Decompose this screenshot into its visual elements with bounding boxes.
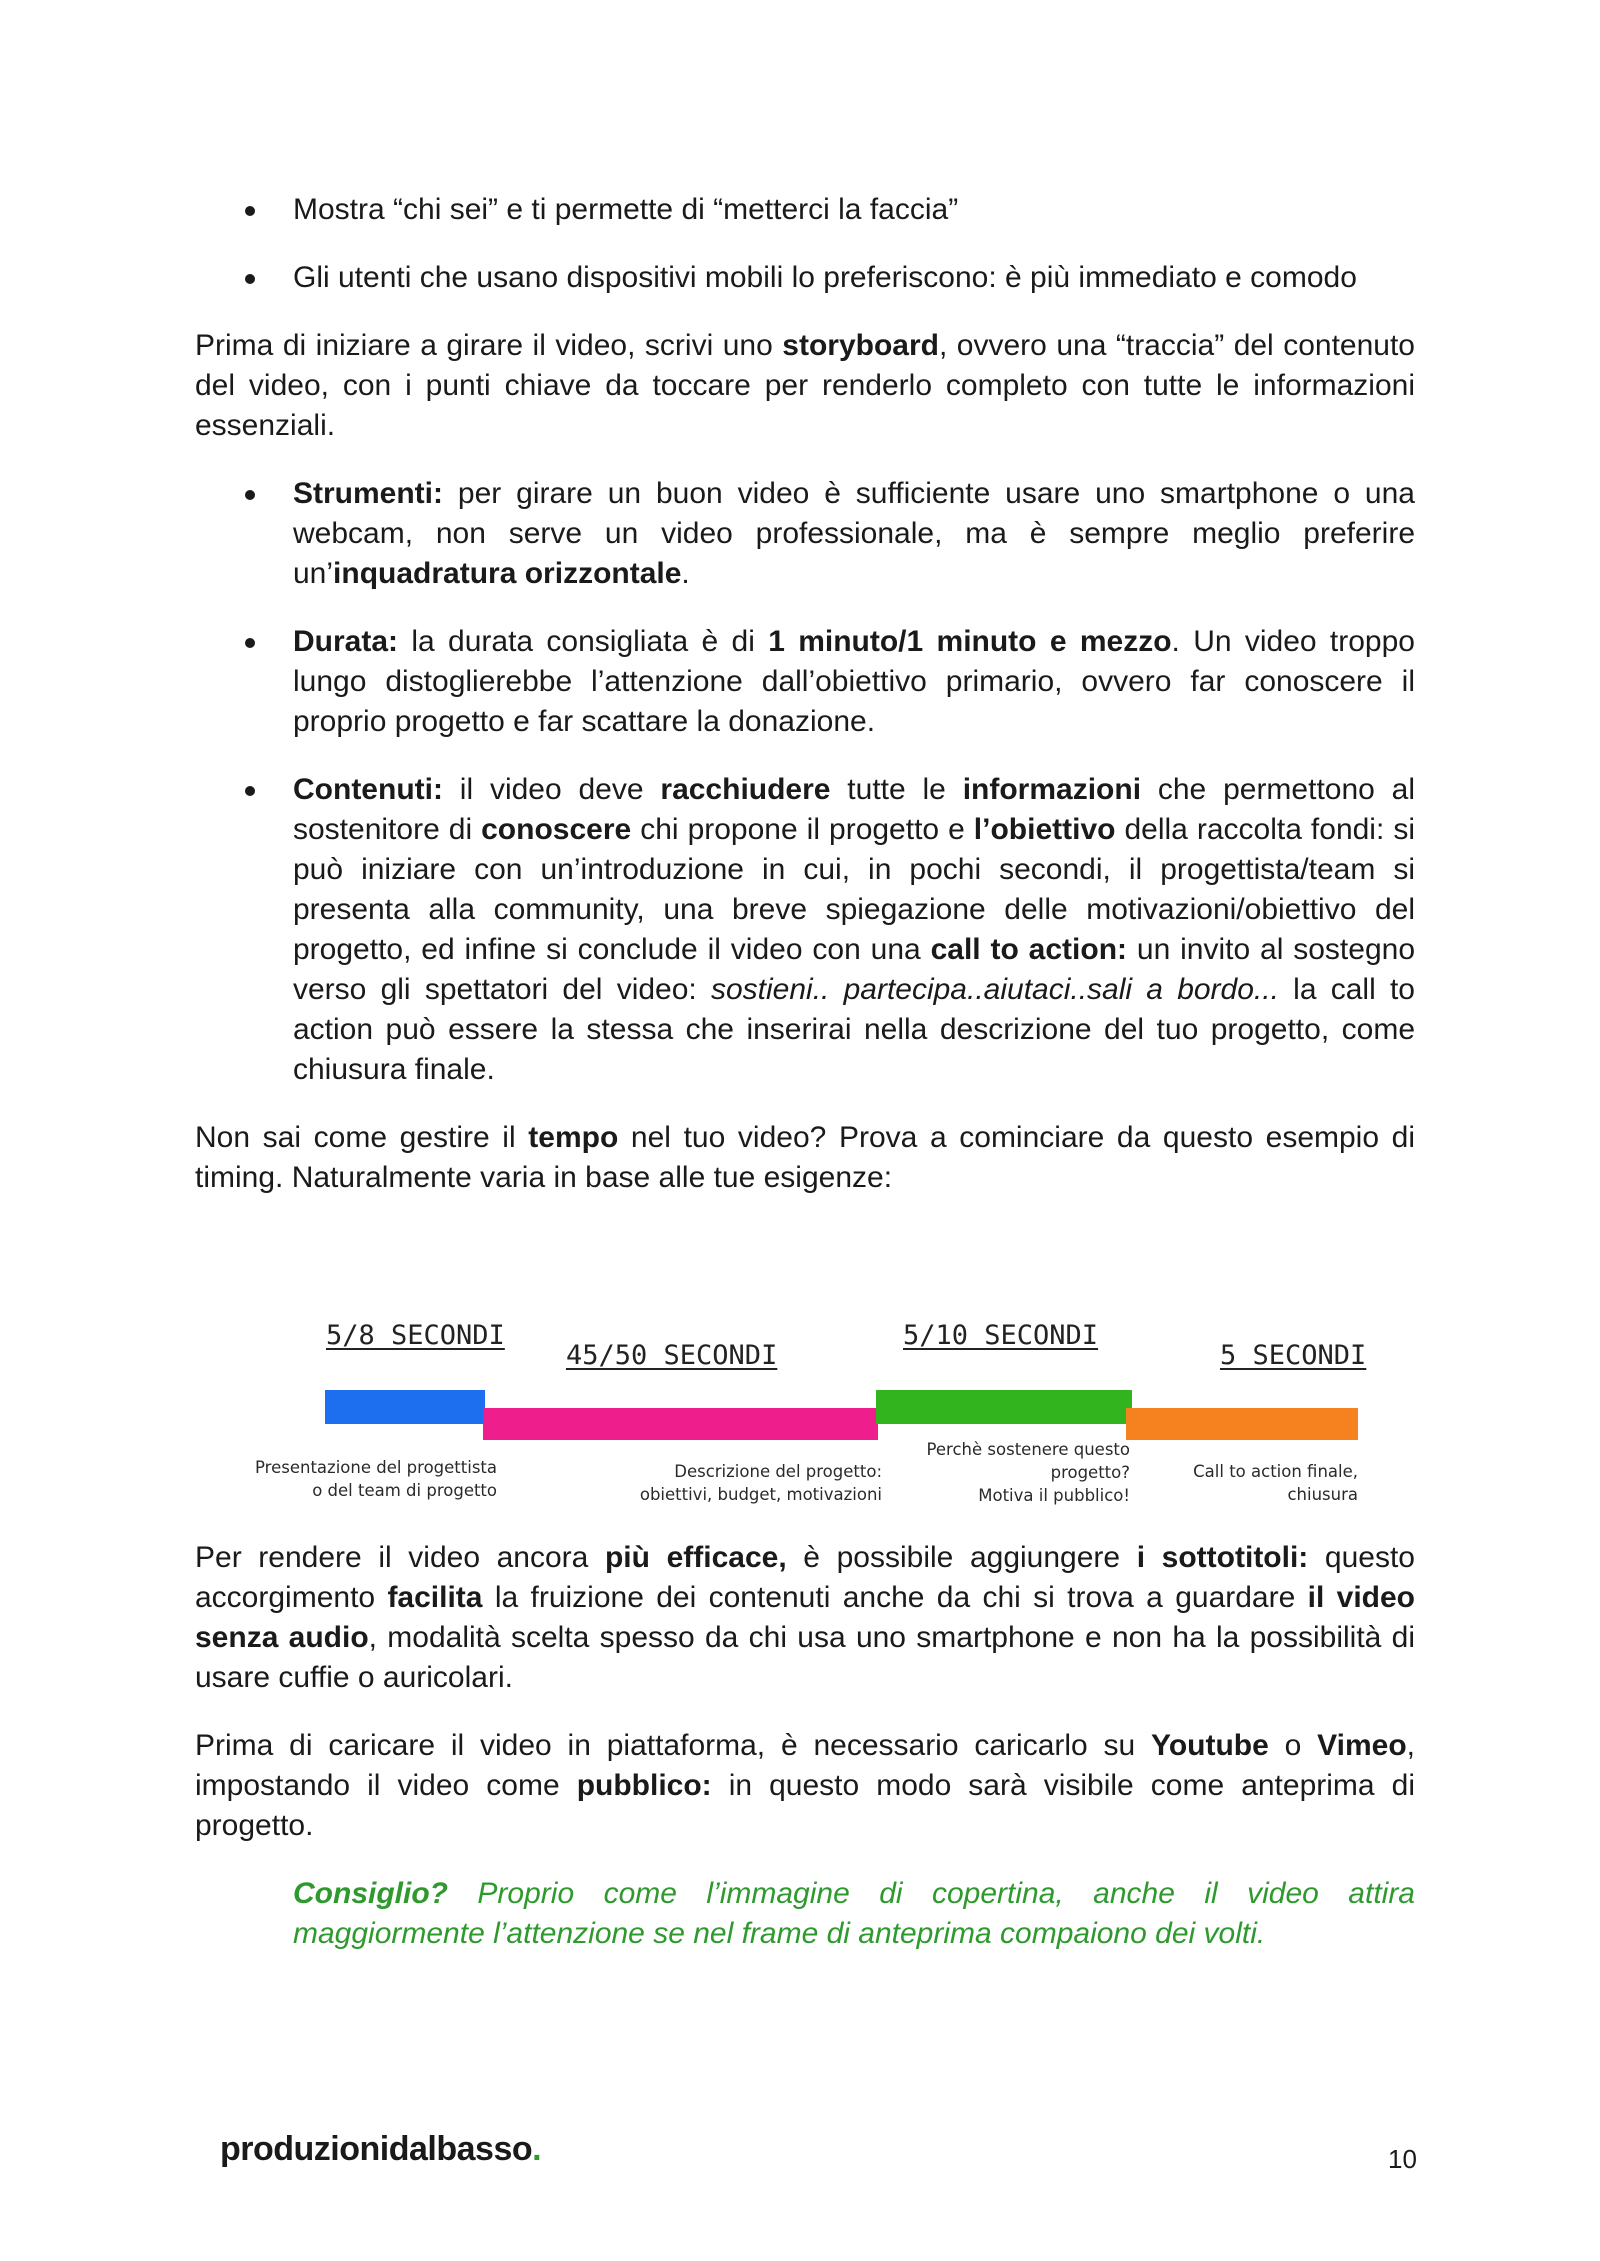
segment-desc-motivation: Perchè sostenere questo progetto? Motiva il pubblico! <box>926 1440 1130 1505</box>
brand-logo: produzionidalbasso. <box>220 2130 542 2168</box>
timing-bar-description <box>483 1408 878 1440</box>
segment-title-motivation: 5/10 SECONDI <box>903 1320 1099 1351</box>
tips-bullet-list <box>195 474 1415 1090</box>
list-item: Mostra “chi sei” e ti permette di “metterci la faccia” <box>195 190 1415 230</box>
list-item-contenuti: Contenuti: il video deve racchiudere tutte le informazioni che permettono al sostenitore di conoscere chi propone il progetto e l’obiettivo della raccolta fondi: si può iniziare con un’introduzione in cui, in pochi secondi, il progettista/team si presenta alla community, una breve spiegazione delle motivazioni/obiettivo del progetto, ed infine si conclude il video con una call to action: un invito al sostegno verso gli spettatori del video: sostieni.. partecipa..aiutaci..sali a bordo... la call to action può essere la stessa che inserirai nella descrizione del tuo progetto, come chiusura finale. <box>195 770 1415 1090</box>
list-item: Gli utenti che usano dispositivi mobili lo preferiscono: è più immediato e comodo <box>195 258 1415 298</box>
intro-bullet-list <box>195 190 1415 298</box>
caricare-paragraph: Prima di caricare il video in piattaforma, è necessario caricarlo su Youtube o Vimeo, impostando il video come pubblico: in questo modo sarà visibile come anteprima di progetto. <box>195 1729 1415 1842</box>
timing-diagram <box>220 1320 1370 1550</box>
segment-title-description: 45/50 SECONDI <box>566 1340 778 1371</box>
storyboard-paragraph: Prima di iniziare a girare il video, scrivi uno storyboard, ovvero una “traccia” del contenuto del video, con i punti chiave da toccare per renderlo completo con tutte le informazioni essenziali. <box>195 329 1415 442</box>
segment-desc-intro: Presentazione del progettista o del team di progetto <box>255 1458 497 1500</box>
segment-title-intro: 5/8 SECONDI <box>326 1320 505 1351</box>
timing-bar-motivation <box>876 1390 1132 1424</box>
segment-desc-cta: Call to action finale, chiusura <box>1193 1462 1358 1504</box>
body-text <box>195 190 1415 1954</box>
page-number: 10 <box>1388 2144 1417 2174</box>
segment-title-cta: 5 SECONDI <box>1220 1340 1367 1371</box>
list-item-strumenti: Strumenti: per girare un buon video è sufficiente usare uno smartphone o una webcam, non serve un video professionale, ma è sempre meglio preferire un’inquadratura orizzontale. <box>195 474 1415 594</box>
segment-desc-description: Descrizione del progetto: obiettivi, budget, motivazioni <box>639 1462 882 1504</box>
timing-bar-cta <box>1126 1408 1358 1440</box>
sottotitoli-paragraph: Per rendere il video ancora più efficace, è possibile aggiungere i sottotitoli: questo accorgimento facilita la fruizione dei contenuti anche da chi si trova a guardare il video senza audio, modalità scelta spesso da chi usa uno smartphone e non ha la possibilità di usare cuffie o auricolari. <box>195 1541 1415 1694</box>
tempo-paragraph: Non sai come gestire il tempo nel tuo video? Prova a cominciare da questo esempio di timing. Naturalmente varia in base alle tue esigenze: <box>195 1121 1416 1194</box>
list-item-durata: Durata: la durata consigliata è di 1 minuto/1 minuto e mezzo. Un video troppo lungo distoglierebbe l’attenzione dall’obiettivo primario, ovvero far conoscere il proprio progetto e far scattare la donazione. <box>195 622 1415 742</box>
timing-bar-intro <box>325 1390 485 1424</box>
tip-callout: Consiglio? Proprio come l’immagine di copertina, anche il video attira maggiormente l’attenzione se nel frame di anteprima compaiono dei volti. <box>293 1877 1415 1950</box>
